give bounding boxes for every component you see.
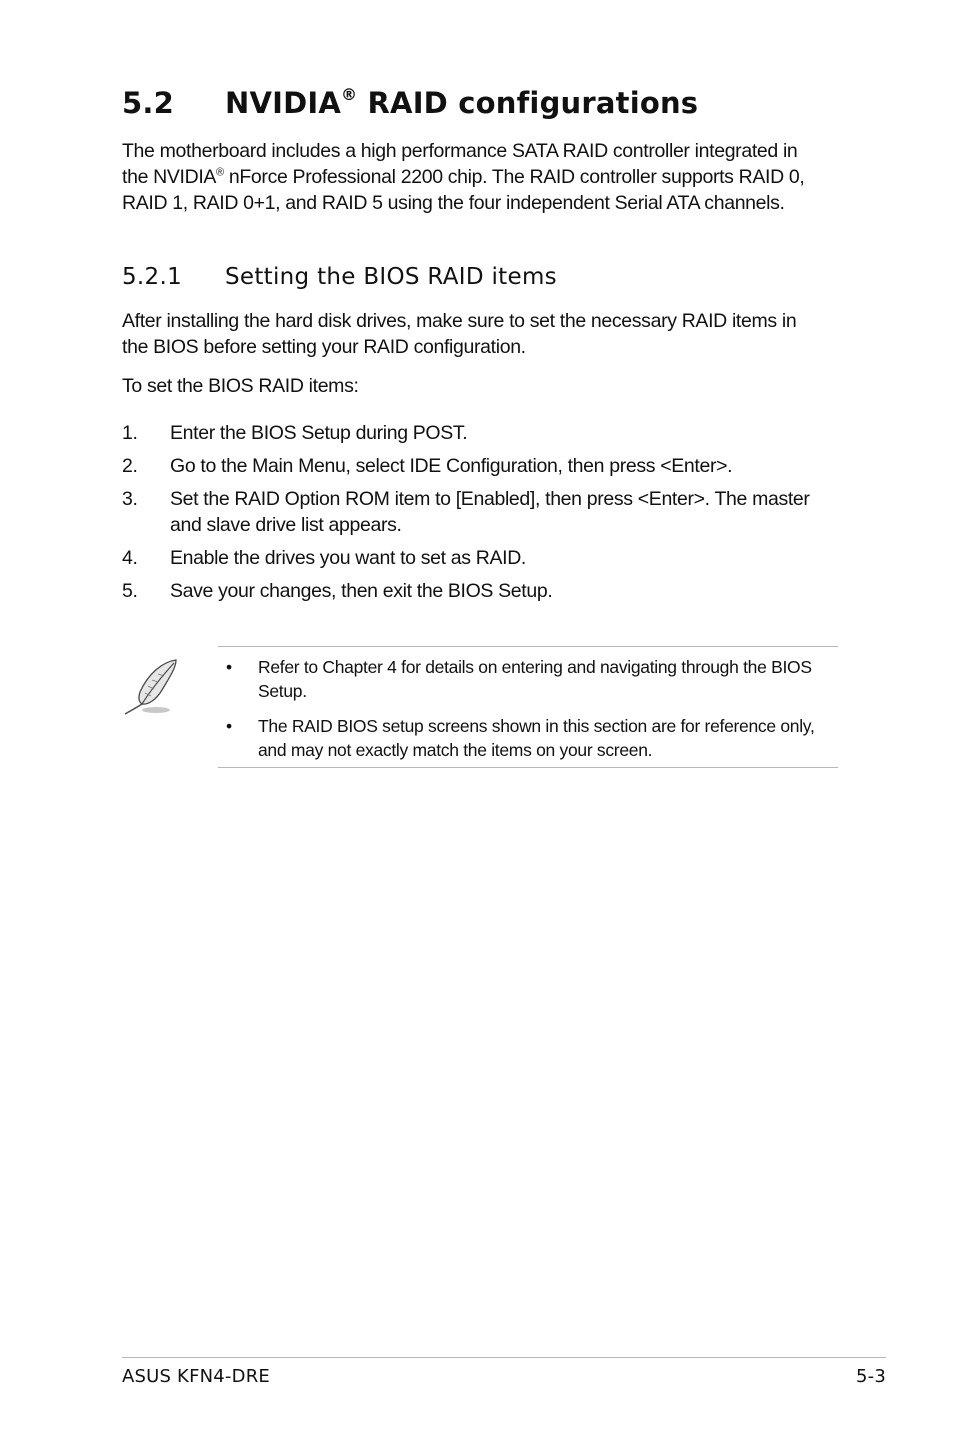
section-title-rest: RAID configurations	[357, 86, 699, 120]
footer-product-name: ASUS KFN4-DRE	[122, 1366, 270, 1387]
step-item	[122, 453, 842, 479]
step-number: 1.	[122, 422, 138, 444]
subsection-title-text: Setting the BIOS RAID items	[225, 264, 557, 290]
step-item	[122, 578, 842, 604]
steps-list	[122, 420, 842, 611]
step-text: Go to the Main Menu, select IDE Configuration, then press <Enter>.	[170, 455, 733, 477]
note-item	[218, 655, 838, 703]
registered-mark: ®	[341, 85, 358, 105]
section-number: 5.2	[122, 86, 174, 120]
intro-text-part2: nForce Professional 2200 chip. The RAID controller supports RAID 0, RAID 1, RAID 0+1, and RAID 5 using the four independent Serial ATA channels.	[122, 166, 805, 214]
subsection-number: 5.2.1	[122, 264, 183, 290]
step-item	[122, 486, 842, 538]
note-box	[218, 646, 838, 768]
step-number: 4.	[122, 547, 138, 569]
footer-page-number: 5-3	[856, 1366, 886, 1387]
step-text: Set the RAID Option ROM item to [Enabled], then press <Enter>. The master and slave drive list appears.	[170, 488, 810, 536]
step-text: Enter the BIOS Setup during POST.	[170, 422, 468, 444]
step-item	[122, 545, 842, 571]
step-number: 3.	[122, 488, 138, 510]
step-number: 5.	[122, 580, 138, 602]
intro-paragraph	[122, 138, 822, 216]
section-title-main: NVIDIA	[225, 86, 342, 120]
subsection-title	[122, 264, 557, 290]
footer-divider	[122, 1357, 886, 1358]
section-title	[122, 86, 698, 120]
bullet: •	[226, 657, 232, 677]
note-text: Refer to Chapter 4 for details on entering and navigating through the BIOS Setup.	[258, 657, 812, 701]
intro-registered-mark: ®	[216, 166, 224, 179]
feather-quill-icon	[122, 656, 182, 716]
step-text: Save your changes, then exit the BIOS Setup.	[170, 580, 553, 602]
step-number: 2.	[122, 455, 138, 477]
to-set-paragraph: To set the BIOS RAID items:	[122, 375, 359, 397]
intro-text-part1: The motherboard includes a high performance SATA RAID controller integrated in the NVIDIA	[122, 140, 798, 188]
note-text: The RAID BIOS setup screens shown in this section are for reference only, and may not exactly match the items on your screen.	[258, 716, 815, 760]
step-item	[122, 420, 842, 446]
step-text: Enable the drives you want to set as RAID.	[170, 547, 526, 569]
note-list	[218, 655, 838, 773]
note-item	[218, 714, 838, 762]
after-install-paragraph: After installing the hard disk drives, make sure to set the necessary RAID items in the BIOS before setting your RAID configuration.	[122, 310, 797, 358]
bullet: •	[226, 716, 232, 736]
